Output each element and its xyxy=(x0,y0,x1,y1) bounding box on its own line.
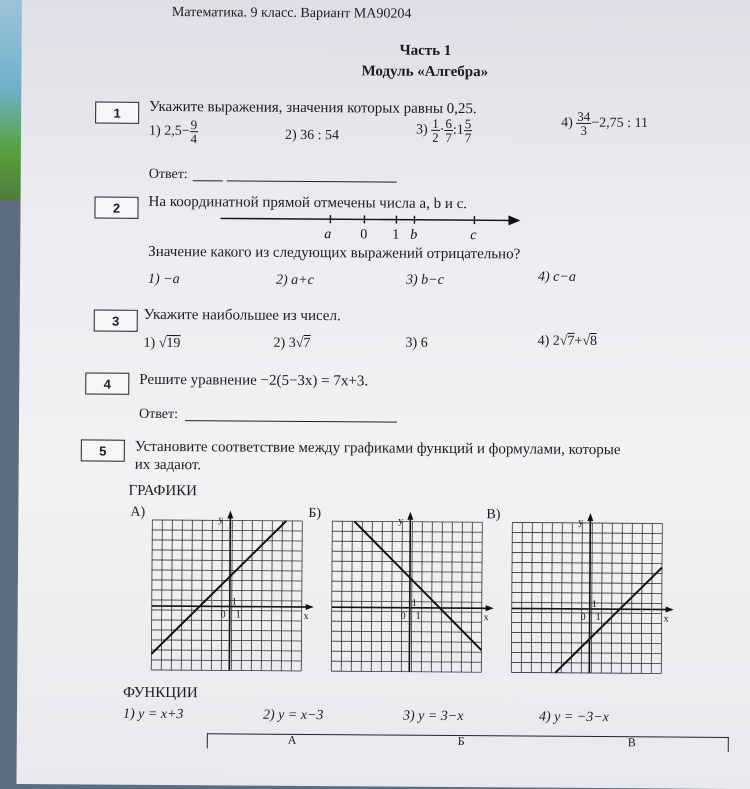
grid-line-v xyxy=(581,523,582,673)
y-axis-arrow xyxy=(587,513,593,521)
grid-line-v xyxy=(241,521,242,671)
task-2-option-3: 3) b−c xyxy=(406,273,444,289)
graph-label-c: В) xyxy=(486,507,500,523)
y-tick-one: 1 xyxy=(592,599,597,610)
origin-label: 0 xyxy=(581,612,586,623)
grid-line-v xyxy=(371,521,372,671)
grid-line-h xyxy=(332,621,482,622)
number-line xyxy=(220,209,530,247)
task-number-5: 5 xyxy=(81,439,125,461)
grid-line-v xyxy=(391,522,392,672)
grid-line-h xyxy=(512,632,662,633)
grid-line-h xyxy=(512,602,662,603)
grid-line-h xyxy=(331,641,481,642)
grid-line-h xyxy=(152,530,302,531)
y-axis-label: y xyxy=(578,517,583,528)
grid-line-v xyxy=(331,521,332,671)
x-tick-one: 1 xyxy=(416,611,421,622)
task-1-text: Укажите выражения, значения которых равны 0,25. xyxy=(149,99,477,118)
grid-line-h xyxy=(332,571,482,572)
label-zero: 0 xyxy=(360,227,367,242)
grid-line-v xyxy=(511,522,512,672)
graph-label-b: Б) xyxy=(308,506,321,522)
grid-line-v xyxy=(531,523,532,673)
x-axis-label: x xyxy=(484,612,489,623)
grid-line-h xyxy=(332,631,482,632)
table-header-a: А xyxy=(288,733,297,748)
grid-line-h xyxy=(512,572,662,573)
table-header-c: В xyxy=(628,735,636,750)
y-tick-one: 1 xyxy=(412,598,417,609)
grid-line-v xyxy=(221,520,222,670)
grid-line-h xyxy=(332,601,482,602)
task-number-2: 2 xyxy=(94,197,138,219)
grid-line-v xyxy=(201,520,202,670)
y-axis xyxy=(409,516,410,672)
grid-line-h xyxy=(151,640,301,641)
module-title: Модуль «Алгебра» xyxy=(361,63,488,81)
grid-line-v xyxy=(561,523,562,673)
grid-line-v xyxy=(551,523,552,673)
grid-line-v xyxy=(231,520,232,670)
task-3-option-4: 4) 2√7+√8 xyxy=(538,334,598,350)
grid-line-h xyxy=(332,561,482,562)
grid-line-h xyxy=(151,660,301,661)
grid-line-v xyxy=(381,522,382,672)
grid-line-h xyxy=(511,662,661,663)
header-text: Математика. 9 класс. Вариант МА90204 xyxy=(172,5,412,23)
origin-label: 0 xyxy=(221,609,226,620)
task-1-option-4: 4) $\frac{34}{3}$ −2,75 : 11 xyxy=(561,110,648,138)
grid-line-h xyxy=(152,600,302,601)
grid-line-h xyxy=(152,560,302,561)
grid-line-v xyxy=(661,523,662,673)
grid-line-h xyxy=(512,582,662,583)
grid-line-h xyxy=(332,581,482,582)
task-4-answer-label: Ответ: xyxy=(139,407,178,423)
x-tick-one: 1 xyxy=(596,612,601,623)
task-1-answer-label: Ответ: xyxy=(149,167,188,183)
task-5-text-line1: Установите соответствие между графиками функций и формулами, которые xyxy=(135,439,621,459)
grid-line-h xyxy=(331,671,481,672)
grid-line-h xyxy=(512,562,662,563)
x-axis-arrow xyxy=(486,605,494,611)
grid-line-h xyxy=(152,520,302,521)
task-1-answer-field[interactable] xyxy=(227,180,397,182)
task-4-answer-field[interactable] xyxy=(185,420,397,422)
y-axis-arrow xyxy=(407,512,413,520)
function-1: 1) y = x+3 xyxy=(123,707,184,723)
grid-line-v xyxy=(651,523,652,673)
label-b: b xyxy=(410,228,417,243)
grid-line-h xyxy=(151,670,301,671)
grid-line-h xyxy=(152,540,302,541)
x-axis-arrow xyxy=(666,607,674,613)
task-2-option-2: 2) a+c xyxy=(276,273,314,289)
part-title: Часть 1 xyxy=(400,43,452,60)
grid-line-v xyxy=(361,521,362,671)
grid-line-v xyxy=(151,520,152,670)
grid-line-v xyxy=(401,522,402,672)
grid-line-v xyxy=(291,521,292,671)
grid-line-h xyxy=(152,570,302,571)
function-4: 4) y = −3−x xyxy=(539,710,609,726)
graph-a xyxy=(145,510,316,681)
grid-line-v xyxy=(441,522,442,672)
option-label: 1) xyxy=(149,124,161,139)
y-axis xyxy=(229,514,230,670)
grid-line-h xyxy=(512,622,662,623)
graph-label-a: А) xyxy=(130,505,145,521)
task-1-option-3: 3) $\frac{1}{2}$ · $\frac{6}{7}$ :1 $\frac{5}{7}$ xyxy=(416,117,472,144)
task-3-option-1: 1) √19 xyxy=(144,336,181,352)
functions-title: ФУНКЦИИ xyxy=(123,685,198,703)
grid-line-v xyxy=(641,523,642,673)
task-1-option-1 xyxy=(149,118,198,145)
grid-line-v xyxy=(591,523,592,673)
task-3-option-2: 2) 3√7 xyxy=(274,336,311,352)
x-axis xyxy=(152,606,310,607)
option-expr: 2,5− xyxy=(164,124,190,139)
y-axis-arrow xyxy=(227,510,233,518)
grid-line-v xyxy=(271,521,272,671)
grid-line-v xyxy=(521,523,522,673)
answer-table xyxy=(207,733,729,752)
task-5-text-line2: их задают. xyxy=(135,457,201,474)
grid-line-h xyxy=(332,611,482,612)
y-tick-one: 1 xyxy=(232,596,237,607)
grid-line-h xyxy=(512,542,662,543)
grid-line-h xyxy=(512,532,662,533)
grid-line-h xyxy=(152,550,302,551)
x-axis-label: x xyxy=(304,611,309,622)
exam-paper xyxy=(16,0,750,789)
x-axis-arrow xyxy=(306,604,314,610)
label-a: a xyxy=(324,227,331,242)
grid-line-v xyxy=(281,521,282,671)
grid-line-v xyxy=(421,522,422,672)
grid-line-v xyxy=(621,523,622,673)
grid-line-v xyxy=(341,521,342,671)
label-one: 1 xyxy=(392,228,399,243)
task-2-text: На координатной прямой отмечены числа a, b и c. xyxy=(148,194,467,213)
y-axis-label: y xyxy=(218,514,223,525)
grid-line-v xyxy=(611,523,612,673)
grid-line-v xyxy=(161,520,162,670)
grid-line-v xyxy=(261,521,262,671)
grid-line-h xyxy=(332,551,482,552)
grid-line-v xyxy=(461,522,462,672)
answer-line-short xyxy=(193,180,223,181)
graph-c xyxy=(505,512,676,683)
grid-line-h xyxy=(152,590,302,591)
task-number-1: 1 xyxy=(95,102,139,124)
graph-b xyxy=(325,511,496,682)
grid-line-v xyxy=(541,523,542,673)
grid-line-v xyxy=(191,520,192,670)
grid-line-v xyxy=(431,522,432,672)
x-tick-one: 1 xyxy=(236,610,241,621)
y-axis xyxy=(589,517,590,673)
function-3: 3) y = 3−x xyxy=(403,709,464,725)
number-line-arrow xyxy=(508,215,520,225)
task-1-option-2: 2) 36 : 54 xyxy=(285,128,339,144)
task-number-3: 3 xyxy=(94,310,138,332)
fraction: $\frac{9}{4}$ xyxy=(190,118,199,145)
grid-line-h xyxy=(332,541,482,542)
grid-line-h xyxy=(331,661,481,662)
grid-line-v xyxy=(351,521,352,671)
number-line-axis xyxy=(220,218,510,220)
task-2-option-4: 4) c−a xyxy=(538,270,576,286)
task-2-question: Значение какого из следующих выражений отрицательно? xyxy=(148,244,520,264)
task-number-4: 4 xyxy=(85,372,129,394)
function-2: 2) y = x−3 xyxy=(263,708,324,724)
origin-label: 0 xyxy=(401,611,406,622)
grid-line-h xyxy=(152,620,302,621)
grid-line-h xyxy=(512,552,662,553)
grid-line-v xyxy=(471,522,472,672)
grid-line-v xyxy=(301,521,302,671)
grid-line-h xyxy=(152,610,302,611)
task-3-option-3: 3) 6 xyxy=(406,336,428,352)
grid-line-v xyxy=(171,520,172,670)
graphs-title: ГРАФИКИ xyxy=(128,483,197,500)
grid-line-h xyxy=(151,650,301,651)
x-axis-label: x xyxy=(664,613,669,624)
grid-line-v xyxy=(451,522,452,672)
grid-line-v xyxy=(601,523,602,673)
grid-line-h xyxy=(511,672,661,673)
grid-line-h xyxy=(512,592,662,593)
table-header-b: Б xyxy=(458,734,465,749)
grid-line-v xyxy=(181,520,182,670)
task-3-text: Укажите наибольшее из чисел. xyxy=(144,307,341,325)
grid-line-h xyxy=(332,531,482,532)
grid-line-v xyxy=(251,521,252,671)
grid-line-h xyxy=(511,652,661,653)
y-axis-label: y xyxy=(398,516,403,527)
grid-line-h xyxy=(331,651,481,652)
grid-line-h xyxy=(512,612,662,613)
function-line xyxy=(353,521,482,650)
task-2-option-1: 1) −a xyxy=(148,272,180,288)
grid-line-h xyxy=(332,591,482,592)
task-4-text: Решите уравнение −2(5−3x) = 7x+3. xyxy=(139,372,368,391)
grid-line-h xyxy=(512,522,662,523)
label-c: c xyxy=(470,228,477,243)
grid-line-v xyxy=(571,523,572,673)
